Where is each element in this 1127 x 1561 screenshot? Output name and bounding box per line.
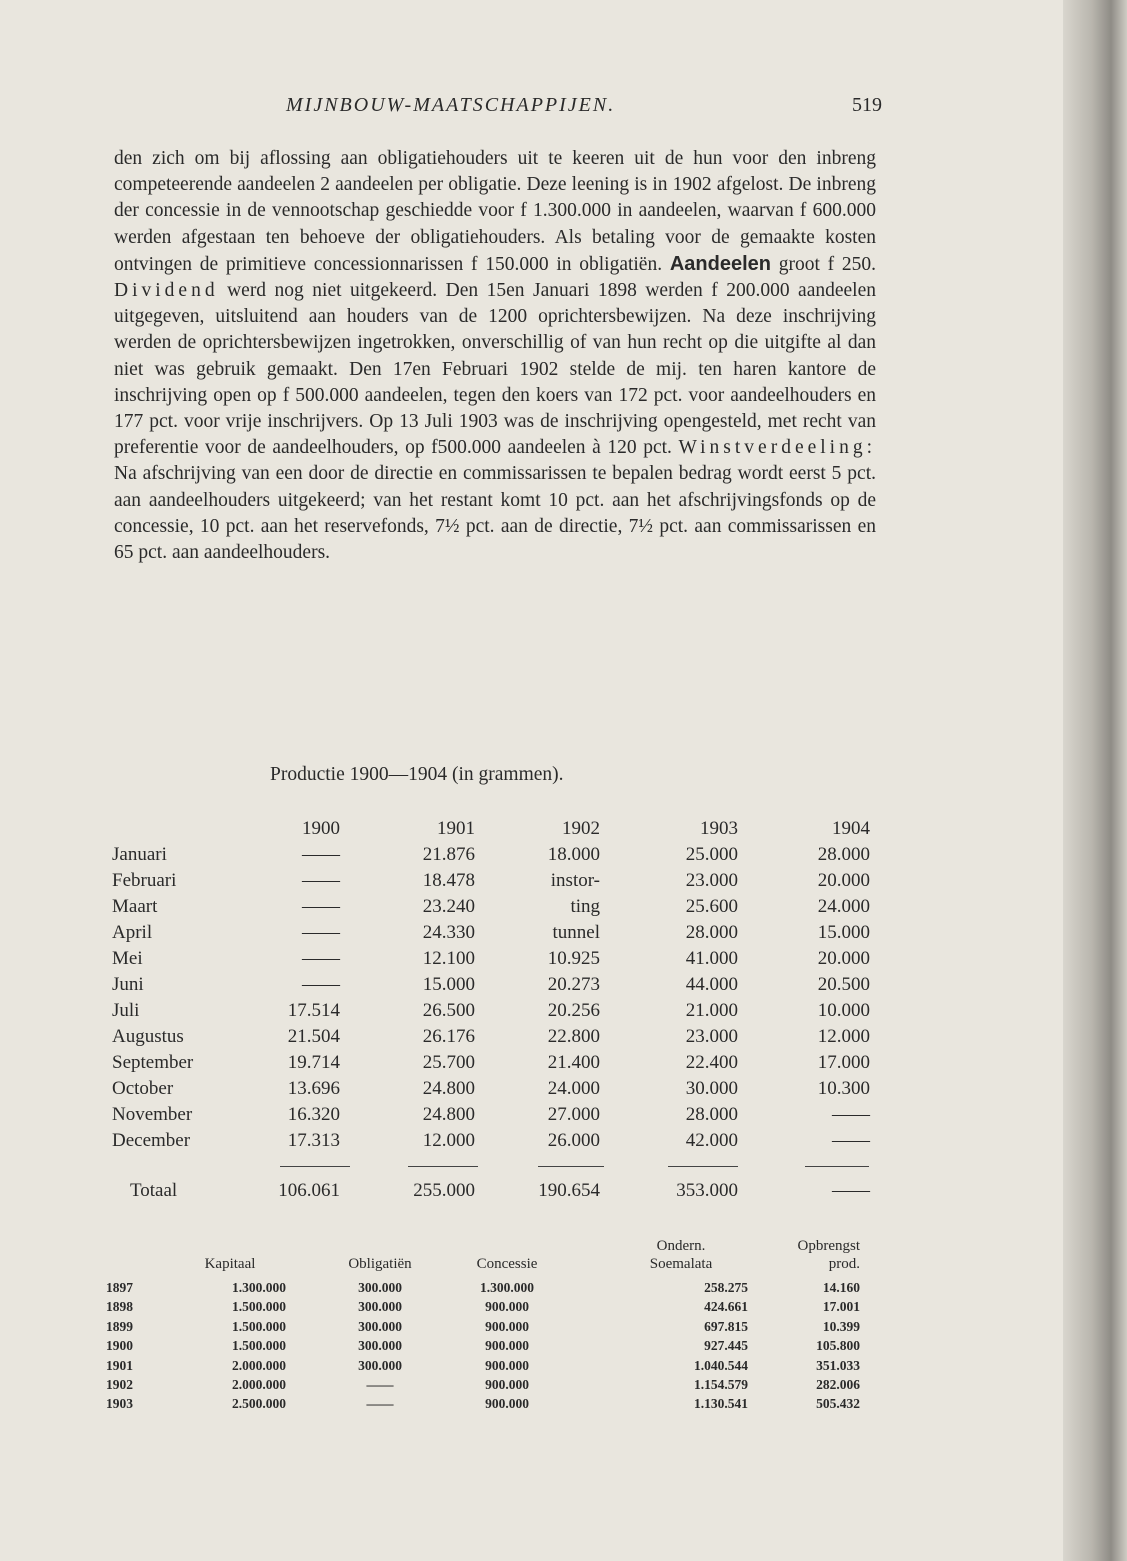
- production-value: 21.000: [685, 1000, 738, 1021]
- ondern-value: 697.815: [704, 1318, 748, 1334]
- kapitaal-value: 2.000.000: [232, 1357, 286, 1373]
- production-value: 20.500: [817, 974, 870, 995]
- production-value: ——: [302, 844, 340, 865]
- year-label: 1897: [106, 1280, 133, 1295]
- text-part-1: den zich om bij aflossing aan obligatiehouders uit te keeren uit de hun voor den inbreng competeerende aandeelen 2 aandeelen per obligatie. Deze leening is in 1902 afgelost. De inbreng der concessie in de vennootschap geschiedde voor f 1.300.000 in aandeelen, waarvan f 600.000 werden afgestaan ten behoeve der obligatiehouders. Als betaling voor de gemaakte kosten ontvingen de primitieve concessionnarissen f 150.000 in obligatiën.: [114, 148, 876, 275]
- concessie-value: 900.000: [485, 1338, 529, 1354]
- ondern-value: 258.275: [704, 1280, 748, 1295]
- kapitaal-value: 2.000.000: [232, 1376, 286, 1392]
- production-value: 15.000: [817, 922, 870, 943]
- ondern-value: 424.661: [704, 1299, 748, 1315]
- total-rule: [280, 1166, 350, 1167]
- year-header: 1900: [302, 818, 340, 839]
- year-label: 1903: [106, 1396, 133, 1412]
- year-label: 1898: [106, 1299, 133, 1315]
- total-rule: [538, 1166, 604, 1167]
- production-value: 25.600: [685, 896, 738, 917]
- year-label: 1899: [106, 1318, 133, 1334]
- production-value: instor-: [550, 870, 600, 891]
- opbrengst-value: 282.006: [816, 1376, 860, 1392]
- production-value: 24.800: [422, 1104, 475, 1125]
- production-value: 17.000: [817, 1052, 870, 1073]
- month-label: Februari: [112, 870, 177, 891]
- production-value: 10.300: [817, 1078, 870, 1099]
- concessie-value: 1.300.000: [480, 1280, 534, 1295]
- production-value: 17.514: [287, 1000, 340, 1021]
- year-label: 1900: [106, 1338, 133, 1354]
- obligatien-value: 300.000: [358, 1318, 402, 1334]
- ondern-value: 927.445: [704, 1338, 748, 1354]
- kapitaal-value: 1.500.000: [232, 1338, 286, 1354]
- opbrengst-value: 351.033: [816, 1357, 860, 1373]
- production-value: ——: [302, 948, 340, 969]
- production-value: 20.273: [547, 974, 600, 995]
- kapitaal-value: 2.500.000: [232, 1396, 286, 1412]
- soemalata-header: Soemalata: [649, 1256, 713, 1272]
- production-value: ——: [302, 974, 340, 995]
- production-value: 28.000: [685, 1104, 738, 1125]
- page-number: 519: [852, 94, 882, 116]
- production-value: 22.800: [547, 1026, 600, 1047]
- kapitaal-value: 1.500.000: [232, 1299, 286, 1315]
- production-value: tunnel: [552, 922, 600, 943]
- production-value: 20.256: [547, 1000, 600, 1021]
- production-value: 21.400: [547, 1052, 600, 1073]
- production-value: 10.925: [547, 948, 600, 969]
- production-value: 19.714: [287, 1052, 340, 1073]
- total-rule: [668, 1166, 738, 1167]
- obligatien-value: ——: [366, 1376, 394, 1392]
- concessie-value: 900.000: [485, 1357, 529, 1373]
- ondern-value: 1.154.579: [694, 1376, 748, 1392]
- total-value: 190.654: [538, 1180, 600, 1201]
- month-label: September: [112, 1052, 194, 1073]
- production-value: 24.800: [422, 1078, 475, 1099]
- production-value: 18.478: [422, 870, 475, 891]
- ondern-value: 1.130.541: [694, 1396, 748, 1412]
- production-value: 23.000: [685, 870, 738, 891]
- production-value: 17.313: [287, 1130, 340, 1151]
- concessie-value: 900.000: [485, 1376, 529, 1392]
- production-value: 16.320: [287, 1104, 340, 1125]
- concessie-value: 900.000: [485, 1318, 529, 1334]
- production-value: 24.000: [817, 896, 870, 917]
- month-label: November: [112, 1104, 193, 1125]
- running-title: MIJNBOUW-MAATSCHAPPIJEN.: [286, 94, 616, 116]
- production-value: 12.000: [422, 1130, 475, 1151]
- production-value: ——: [302, 870, 340, 891]
- production-value: 24.000: [547, 1078, 600, 1099]
- production-value: 20.000: [817, 948, 870, 969]
- production-value: 21.876: [422, 844, 475, 865]
- total-value: 353.000: [676, 1180, 738, 1201]
- production-value: 25.700: [422, 1052, 475, 1073]
- kapitaal-value: 1.500.000: [232, 1318, 286, 1334]
- production-caption: Productie 1900—1904 (in grammen).: [270, 764, 564, 785]
- year-header: 1903: [700, 818, 738, 839]
- obligatien-value: 300.000: [358, 1338, 402, 1354]
- text-part-3: werd nog niet uitgekeerd. Den 15en Januari 1898 werden f 200.000 aandeelen uitgegeven, uitsluitend aan houders van de 1200 oprichtersbewijzen. Na deze inschrijving werden de oprichtersbewijzen ingetrokken, onverschillig of van hun recht op die uitgifte al dan niet was gebruik gemaakt. Den 17en Februari 1902 stelde de mij. ten haren kantore de inschrijving open op f 500.000 aandeelen, tegen den koers van 172 pct. voor aandeelhouders en 177 pct. voor vrije inschrijvers. Op 13 Juli 1903 was de inschrijving opengesteld, met recht van preferentie voor de aandeelhouders, op f500.000 aandeelen à 120 pct.: [114, 280, 877, 459]
- production-value: 27.000: [547, 1104, 600, 1125]
- production-value: ——: [832, 1104, 870, 1125]
- opbrengst-value: 14.160: [822, 1280, 860, 1295]
- year-header: 1901: [437, 818, 475, 839]
- year-header: 1904: [832, 818, 870, 839]
- total-rule: [805, 1166, 869, 1167]
- production-value: 26.176: [422, 1026, 475, 1047]
- production-value: 41.000: [685, 948, 738, 969]
- prod-header: prod.: [828, 1256, 860, 1272]
- month-label: Mei: [112, 948, 143, 969]
- production-value: 26.000: [547, 1130, 600, 1151]
- production-value: 22.400: [685, 1052, 738, 1073]
- total-value: ——: [832, 1180, 870, 1201]
- production-value: 28.000: [685, 922, 738, 943]
- month-label: April: [112, 922, 153, 943]
- concessie-value: 900.000: [485, 1396, 529, 1412]
- opbrengst-value: 505.432: [816, 1396, 860, 1412]
- obligatien-value: 300.000: [358, 1299, 402, 1315]
- production-value: 12.000: [817, 1026, 870, 1047]
- obligatien-value: 300.000: [358, 1357, 402, 1373]
- opbrengst-value: 105.800: [816, 1338, 860, 1354]
- production-value: 23.240: [422, 896, 475, 917]
- month-label: Augustus: [112, 1026, 184, 1047]
- production-value: 42.000: [685, 1130, 738, 1151]
- total-rule: [408, 1166, 478, 1167]
- total-label: Totaal: [130, 1180, 178, 1201]
- year-header: 1902: [562, 818, 600, 839]
- production-value: ——: [302, 922, 340, 943]
- production-value: 24.330: [422, 922, 475, 943]
- body-paragraph: [114, 146, 876, 566]
- production-value: 26.500: [422, 1000, 475, 1021]
- production-value: 18.000: [547, 844, 600, 865]
- production-value: 30.000: [685, 1078, 738, 1099]
- ondern-header: Ondern.: [656, 1238, 706, 1254]
- kapitaal-header: Kapitaal: [204, 1256, 256, 1272]
- winstverdeeling-heading: Winstverdeeling:: [678, 437, 877, 459]
- concessie-value: 900.000: [485, 1299, 529, 1315]
- month-label: October: [112, 1078, 174, 1099]
- production-value: 44.000: [685, 974, 738, 995]
- production-value: ——: [832, 1130, 870, 1151]
- concessie-header: Concessie: [476, 1256, 538, 1272]
- obligatien-value: 300.000: [358, 1280, 402, 1295]
- opbrengst-value: 10.399: [822, 1318, 860, 1334]
- obligatien-value: ——: [366, 1396, 394, 1412]
- production-value: ——: [302, 896, 340, 917]
- dividend-heading: Dividend: [114, 280, 219, 302]
- production-value: ting: [570, 896, 600, 917]
- obligatien-header: Obligatiën: [348, 1256, 412, 1272]
- month-label: Juni: [112, 974, 144, 995]
- month-label: Januari: [112, 844, 167, 865]
- kapitaal-value: 1.300.000: [232, 1280, 286, 1295]
- production-value: 20.000: [817, 870, 870, 891]
- total-value: 255.000: [413, 1180, 475, 1201]
- month-label: December: [112, 1130, 191, 1151]
- year-label: 1901: [106, 1357, 133, 1373]
- month-label: Juli: [112, 1000, 140, 1021]
- production-value: 10.000: [817, 1000, 870, 1021]
- production-value: 12.100: [422, 948, 475, 969]
- aandeelen-heading: Aandeelen: [669, 252, 771, 275]
- year-label: 1902: [106, 1376, 133, 1392]
- production-value: 15.000: [422, 974, 475, 995]
- production-value: 13.696: [287, 1078, 340, 1099]
- opbrengst-value: 17.001: [822, 1299, 860, 1315]
- opbrengst-header: Opbrengst: [797, 1238, 860, 1254]
- ondern-value: 1.040.544: [694, 1357, 748, 1373]
- total-value: 106.061: [278, 1180, 340, 1201]
- production-value: 23.000: [685, 1026, 738, 1047]
- production-value: 21.504: [287, 1026, 340, 1047]
- production-value: 25.000: [685, 844, 738, 865]
- text-part-4: Na afschrijving van een door de directie en commissarissen te bepalen bedrag wordt eerst 5 pct. aan aandeelhouders uitgekeerd; van het restant komt 10 pct. aan het afschrijvingsfonds op de concessie, 10 pct. aan het reservefonds, 7½ pct. aan de directie, 7½ pct. aan commissarissen en 65 pct. aan aandeelhouders.: [114, 463, 876, 564]
- page-edge-shadow: [1063, 0, 1127, 1561]
- production-value: 28.000: [817, 844, 870, 865]
- month-label: Maart: [112, 896, 158, 917]
- text-part-2: groot f 250.: [778, 253, 877, 275]
